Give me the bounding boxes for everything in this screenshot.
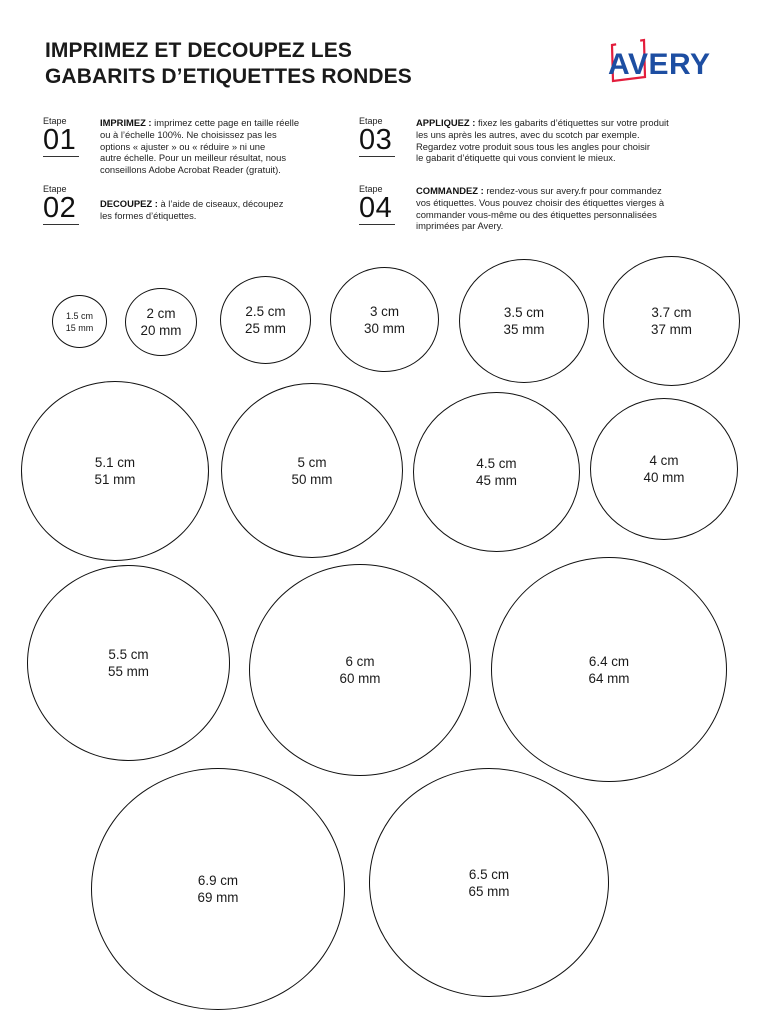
step-heading: IMPRIMEZ : [100,117,152,128]
step-label: Etape [43,184,67,194]
circle-label-mm: 64 mm [588,670,630,686]
step-divider [359,156,395,157]
circle-label-cm: 2 cm [146,306,176,321]
step-description [416,185,664,232]
circle-label-cm: 3.7 cm [651,305,692,320]
step-text-line: Regardez votre produit sous tous les angles pour choisir [416,140,650,152]
circle-template-20mm [125,288,197,356]
page-title-line-2: GABARITS D’ETIQUETTES RONDES [45,65,412,88]
circle-template-69mm [91,768,345,1010]
circle-label-mm: 37 mm [651,322,692,337]
step-number: 01 [43,124,77,156]
step-text-line: commander vous-même ou des étiquettes personnalisées [416,208,657,220]
circle-label-mm: 69 mm [197,890,239,905]
circle-label-mm: 30 mm [364,320,405,336]
circle-template-45mm [413,392,580,552]
circle-label-mm: 50 mm [291,471,333,487]
step-text-line: les uns après les autres, avec du scotch par exemple. [416,128,640,140]
circle-template-64mm [491,557,727,782]
step-text-line: imprimez cette page en taille réelle [154,117,300,128]
step-label: Etape [43,116,67,126]
circle-template-35mm [459,259,589,383]
circle-template-37mm [603,256,740,386]
step-text-line: ou à l’échelle 100%. Ne choisissez pas les [100,128,277,140]
circle-label-mm: 55 mm [108,664,149,679]
step-description [100,117,299,176]
step-number: 04 [359,192,393,224]
circle-label-mm: 40 mm [643,470,685,485]
circle-label-cm: 4.5 cm [476,456,517,471]
circle-label-cm: 6.4 cm [588,653,630,669]
circle-label-mm: 45 mm [476,473,517,488]
circle-label-cm: 2.5 cm [245,304,286,319]
step-text-line: rendez-vous sur avery.fr pour commandez [486,185,662,196]
circle-label-cm: 5 cm [297,454,327,470]
step-text-line: autre échelle. Pour un meilleur résultat, nous [100,152,287,164]
circle-label-cm: 3 cm [369,303,400,319]
step-number: 03 [359,124,393,156]
step-divider [43,156,79,157]
step-description [416,117,669,164]
page-title [45,38,565,90]
circle-template-25mm [220,276,311,364]
circle-template-51mm [21,381,209,561]
step-divider [43,224,79,225]
step-label: Etape [359,116,383,126]
step-heading: COMMANDEZ : [416,185,484,196]
circle-label-cm: 5.1 cm [94,455,136,470]
step-text-line: fixez les gabarits d’étiquettes sur votre produit [478,117,669,128]
circle-template-15mm [52,295,107,348]
step-description [100,198,283,222]
circle-label-cm: 6.5 cm [468,866,510,882]
step-02 [43,184,343,230]
avery-logo [604,37,734,85]
step-text-line: imprimées par Avery. [416,220,504,232]
circle-label-cm: 5.5 cm [108,647,149,662]
step-01 [43,116,343,186]
step-text-line: vos étiquettes. Vous pouvez choisir des étiquettes vierges à [416,196,665,208]
step-label: Etape [359,184,383,194]
circle-label-cm: 6.9 cm [197,873,239,888]
circle-label-mm: 15 mm [65,322,94,333]
circle-label-mm: 51 mm [94,472,136,487]
circle-label-mm: 35 mm [503,322,545,337]
circle-template-65mm [369,768,609,997]
step-text-line: les formes d’étiquettes. [100,209,197,221]
step-heading: DECOUPEZ : [100,198,158,209]
circle-label-mm: 65 mm [468,883,510,899]
page-title-line-1: IMPRIMEZ ET DECOUPEZ LES [45,39,352,62]
step-03 [359,116,729,176]
circle-label-cm: 4 cm [649,453,679,468]
step-04 [359,184,729,244]
circle-label-cm: 3.5 cm [503,305,545,320]
circle-template-55mm [27,565,230,761]
circle-label-mm: 20 mm [140,323,182,338]
step-text-line: le gabarit d’étiquette qui vous convient le mieux. [416,152,616,164]
circle-label-mm: 60 mm [339,671,381,686]
step-number: 02 [43,192,77,224]
step-divider [359,224,395,225]
logo-wordmark: AVERY [608,48,711,81]
circle-template-40mm [590,398,738,540]
circle-label-cm: 1.5 cm [65,310,93,321]
step-text-line: options « ajuster » ou « réduire » ni une [100,140,266,152]
circle-template-60mm [249,564,471,776]
circle-template-30mm [330,267,439,372]
step-text-line: à l’aide de ciseaux, découpez [160,198,284,209]
circle-template-50mm [221,383,403,558]
step-text-line: conseillons Adobe Acrobat Reader (gratuit). [100,164,281,176]
circle-label-mm: 25 mm [245,321,286,336]
step-heading: APPLIQUEZ : [416,117,476,128]
circle-label-cm: 6 cm [345,654,375,669]
